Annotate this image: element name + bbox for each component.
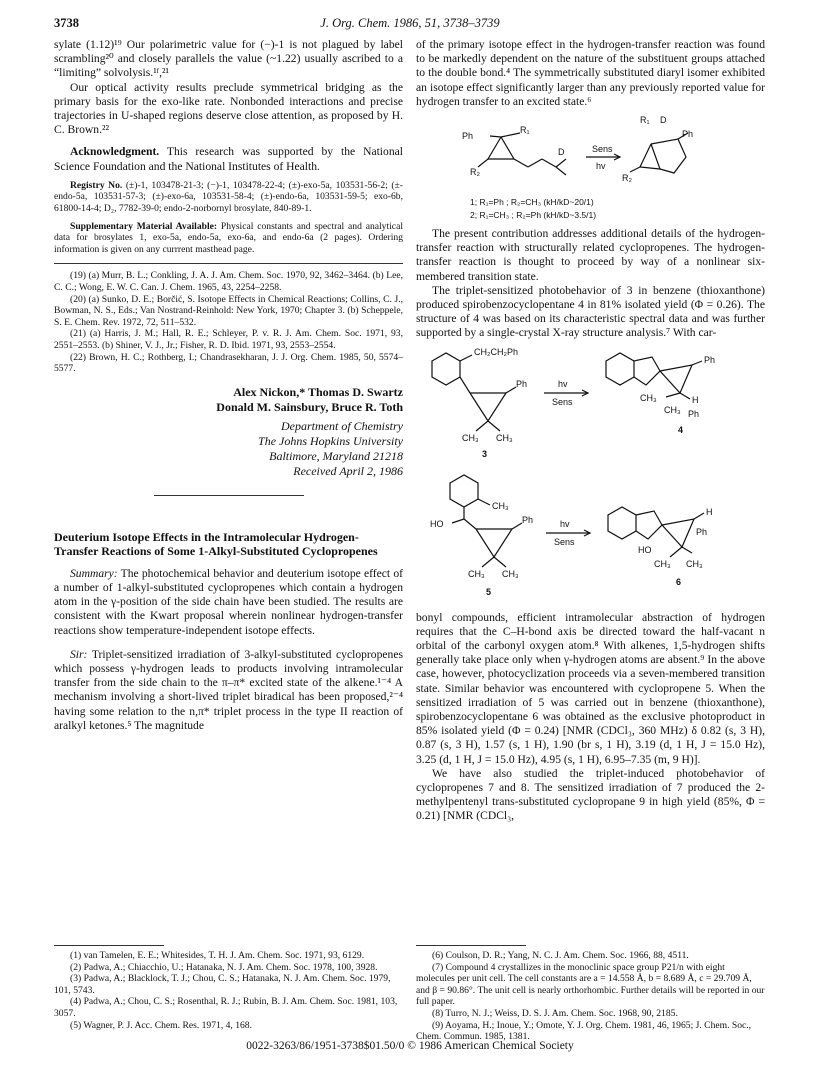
footnote: (9) Aoyama, H.; Inoue, Y.; Omote, Y. J. Org. Chem. 1981, 46, 1965; J. Chem. Soc., Chem. Commun. 1985, 1381. bbox=[416, 1019, 752, 1043]
label-ph: Ph bbox=[522, 514, 534, 525]
footnote: (5) Wagner, P. J. Acc. Chem. Res. 1971, 4, 168. bbox=[70, 1019, 252, 1031]
registry-heading: Registry No. bbox=[70, 179, 123, 191]
paragraph: We have also studied the triplet-induced photobehavior of cyclopropenes 7 and 8. The sensitized irradiation of 7 produced the 2-methylpentenyl trans-substituted cyclopropane 9 in high yield (85%, Φ = 0.21) [NMR (CDCl₃, bbox=[416, 766, 765, 823]
left-column bbox=[54, 38, 403, 733]
scheme-3-drawing bbox=[416, 471, 765, 611]
label-sens: Sens bbox=[552, 396, 573, 407]
summary-heading: Summary: bbox=[70, 566, 118, 580]
footnote: (7) Compound 4 crystallizes in the monoclinic space group P21/n with eight molecules per unit cell. The cell constants are a = 14.558 Å, b = 8.689 Å, c = 29.709 Å, and β = 90.86°. The unit cell is nearly orthorhombic. Further details will be reported in our full paper. bbox=[416, 961, 765, 1008]
reference: (19) (a) Murr, B. L.; Conkling, J. A. J. Am. Chem. Soc. 1970, 92, 3462–3464. (b) Lee, C. C.; Wong, E. W. C. Can. J. Chem. 1965, 43, 2254–2258. bbox=[54, 270, 403, 293]
sir-text: Triplet-sensitized irradiation of 3-alkyl-substituted cyclopropenes which possess γ-hydrogen leads to products involving intramolecular transfer from the side chain to the π–π* excited state of the alkene.¹⁻⁴ A mechanism involving a short-lived triplet biradical has been proposed,²⁻⁴ having some relation to the n,π* triplet process in the type II reaction of aralkyl ketones.⁵ The magnitude bbox=[54, 647, 403, 732]
paragraph: bonyl compounds, efficient intramolecular abstraction of hydrogen requires that the C–H-bond axis be directed toward the half-vacant n orbital of the carbonyl oxygen atom.⁸ With alkenes, 1,5-hydrogen shifts generally take place only when γ-hydrogen atoms are absent.⁹ In the above case, however, photocyclization proceeds via a seven-membered transition state. Similar behavior was encountered with cyclopropene 5. When the sensitized irradiation of 5 was carried out in benzene (thioxanthone), spirobenzocyclopentane 6 was obtained as the exclusive photoproduct in 85% isolated yield (Φ = 0.24) [NMR (CDCl₃, 360 MHz) δ 0.82 (s, 3 H), 0.87 (s, 3 H), 1.57 (s, 1 H), 1.90 (br s, 1 H), 3.19 (d, 1 H, J = 15.0 Hz), 3.25 (d, 1 H, J = 15.0 Hz), 4.95 (s, 1 H), 6.95–7.35 (m, 9 H)]. bbox=[416, 610, 765, 766]
label-pd: D bbox=[660, 115, 667, 126]
paragraph: sylate (1.12)¹⁹ Our polarimetric value for (−)-1 is not plagued by label scrambling²⁰ and closely parallels the value (~1.22) usually ascribed to a “limiting” solvolysis.¹ᶠ,²¹ bbox=[54, 38, 403, 80]
caption-2: 2; R₁=CH₃ ; R₂=Ph (kH/kD~3.5/1) bbox=[470, 210, 597, 221]
footnote: (3) Padwa, A.; Blacklock, T. J.; Chou, C. S.; Hatanaka, N. J. Am. Chem. Soc. 1979, 101, 5743. bbox=[54, 973, 391, 996]
label-r2: R₂ bbox=[470, 167, 480, 178]
registry-numbers bbox=[54, 180, 403, 215]
footnote: (8) Turro, N. J.; Weiss, D. S. J. Am. Chem. Soc. 1968, 90, 2185. bbox=[432, 1007, 678, 1019]
caption-1: 1; R₁=Ph ; R₂=CH₃ (kH/kD~20/1) bbox=[470, 197, 594, 208]
right-column bbox=[416, 38, 765, 824]
scheme-3 bbox=[416, 471, 765, 611]
affiliation: The Johns Hopkins University bbox=[258, 433, 403, 448]
label-pph: Ph bbox=[696, 526, 708, 537]
compound-5: 5 bbox=[486, 586, 492, 597]
label-ch3: CH₃ bbox=[502, 568, 519, 579]
label-ph: Ph bbox=[516, 378, 528, 389]
footnote: (1) van Tamelen, E. E.; Whitesides, T. H. J. Am. Chem. Soc. 1971, 93, 6129. bbox=[70, 950, 365, 961]
label-pph2: Ph bbox=[688, 408, 700, 419]
label-ch3: CH₃ bbox=[462, 432, 479, 443]
footnote-rule bbox=[416, 945, 526, 946]
compound-4: 4 bbox=[678, 424, 684, 435]
reference: (20) (a) Sunko, D. E.; Borčić, S. Isotope Effects in Chemical Reactions; Collins, C. J., Bowman, N. S., Eds.; Van Nostrand-Reinhold: New York, 1970; Chapter 3. (b) Scheppele, S. E. Chem. Rev. 1972, 72, 511–532. bbox=[54, 293, 403, 328]
paragraph: Our optical activity results preclude symmetrical bridging as the primary basis for the exo-like rate. Nonbonded interactions and precise trajectories in U-shaped regions deserve close attention, as proposed by H. C. Brown.²² bbox=[54, 80, 403, 137]
sir-heading: Sir: bbox=[70, 647, 88, 661]
paragraph: The triplet-sensitized photobehavior of 3 in benzene (thioxanthone) produced spirobenzocyclopentane 4 in 81% isolated yield (Φ = 0.26). The structure of 4 was based on its characteristic spectral data and was further supported by a single-crystal X-ray structure analysis.⁷ With car- bbox=[416, 283, 765, 340]
affiliation: Baltimore, Maryland 21218 bbox=[269, 448, 403, 463]
compound-6: 6 bbox=[676, 576, 682, 587]
label-pch3: CH₃ bbox=[686, 558, 703, 569]
scheme-1-drawing bbox=[416, 109, 765, 227]
summary-text: The photochemical behavior and deuterium isotope effect of a number of 1-alkyl-substituted cyclopropenes which contain a hydrogen atom in the γ-position of the side chain have been studied. The results are consistent with the Kwart proposal wherein nonlinear hydrogen-transfer reactions show temperature-independent isotope effects. bbox=[54, 566, 403, 637]
affiliation: Department of Chemistry bbox=[281, 418, 403, 433]
label-sens: Sens bbox=[554, 536, 575, 547]
label-pr2: R₂ bbox=[622, 173, 632, 184]
label-ch3: CH₃ bbox=[492, 500, 509, 511]
label-h: H bbox=[692, 394, 699, 405]
footnotes-left bbox=[54, 945, 403, 1031]
registry-text: (±)-1, 103478-21-3; (−)-1, 103478-22-4; (±)-exo-5a, 103531-56-2; (±-endo-5a, 103531-57-3; (±)-exo-6a, 103531-58-4; (±)-endo-6a, 103531-59-5; exo-6b, 61800-14-4; D₂, 7782-39-0; endo-2-norbornyl brosylate, 840-89-1. bbox=[54, 179, 403, 215]
reference: (22) Brown, H. C.; Rothberg, I.; Chandrasekharan, J. J. Org. Chem. 1985, 50, 5574–5577. bbox=[54, 351, 403, 375]
compound-3: 3 bbox=[482, 448, 488, 459]
acknowledgment bbox=[54, 145, 403, 173]
divider bbox=[154, 495, 304, 496]
label-pr1: R₁ bbox=[640, 115, 650, 126]
label-ch3: CH₃ bbox=[468, 568, 485, 579]
supplementary-text: Physical constants and spectral and analytical data for brosylates 1, exo-5a, endo-5a, exo-6a, and endo-6a (2 pages). Ordering information is given on any currrent masthead page. bbox=[54, 220, 403, 255]
footnote: (4) Padwa, A.; Chou, C. S.; Rosenthal, R. J.; Rubin, B. J. Am. Chem. Soc. 1981, 103, 3057. bbox=[54, 996, 398, 1019]
author-line: Donald M. Sainsbury, Bruce R. Toth bbox=[216, 399, 403, 414]
label-pch3: CH₃ bbox=[640, 392, 657, 403]
label-hv: hv bbox=[558, 378, 568, 389]
label-hv: hv bbox=[560, 518, 570, 529]
scheme-1 bbox=[416, 109, 765, 227]
label-ch3: CH₃ bbox=[496, 432, 513, 443]
label-hv: hv bbox=[596, 161, 606, 172]
supplementary-material bbox=[54, 221, 403, 256]
label-sens: Sens bbox=[592, 144, 613, 155]
label-r1: R₁ bbox=[520, 125, 530, 136]
divider bbox=[54, 263, 403, 264]
label-ph: Ph bbox=[462, 131, 474, 142]
label-pph: Ph bbox=[682, 129, 694, 140]
label-pph: Ph bbox=[704, 354, 716, 365]
summary bbox=[54, 567, 403, 638]
journal-citation: J. Org. Chem. 1986, 51, 3738–3739 bbox=[320, 16, 500, 30]
acknowledgment-text: This research was supported by the National Science Foundation and the National Institutes of Health. bbox=[54, 145, 403, 173]
label-pch3: CH₃ bbox=[664, 404, 681, 415]
label-d: D bbox=[558, 147, 565, 158]
body-paragraph bbox=[54, 648, 403, 733]
footnote-rule bbox=[54, 945, 164, 946]
page-footer: 0022-3263/86/1951-3738$01.50/0 © 1986 American Chemical Society bbox=[246, 1040, 574, 1052]
reference: (21) (a) Harris, J. M.; Hall, R. E.; Schleyer, P. v. R. J. Am. Chem. Soc. 1971, 93, 2551–2553. (b) Shiner, V. J., Jr.; Fisher, R. D. Ibid. 1971, 93, 2553–2554. bbox=[54, 328, 403, 351]
received-date: Received April 2, 1986 bbox=[293, 463, 403, 478]
label-h: H bbox=[706, 506, 713, 517]
page-number: 3738 bbox=[54, 16, 79, 30]
scheme-2-drawing bbox=[416, 341, 765, 471]
label-chain: CH₂CH₂Ph bbox=[474, 346, 518, 357]
label-ho: HO bbox=[430, 518, 444, 529]
paragraph: The present contribution addresses additional details of the hydrogen-transfer reaction with structurally related cyclopropenes. The hydrogen-transfer reaction is thought to proceed by way of a nonlinear six-membered transition state. bbox=[416, 227, 765, 283]
reference-list bbox=[54, 270, 403, 374]
label-pch3: CH₃ bbox=[654, 558, 671, 569]
acknowledgment-heading: Acknowledgment. bbox=[70, 145, 160, 159]
footnote: (6) Coulson, D. R.; Yang, N. C. J. Am. Chem. Soc. 1966, 88, 4511. bbox=[432, 950, 689, 961]
article-title: Deuterium Isotope Effects in the Intramolecular Hydrogen-Transfer Reactions of Some 1-Alkyl-Substituted Cyclopropenes bbox=[54, 529, 378, 559]
label-pho: HO bbox=[638, 544, 652, 555]
footnote: (2) Padwa, A.; Chiacchio, U.; Hatanaka, N. J. Am. Chem. Soc. 1978, 100, 3928. bbox=[70, 961, 378, 973]
paragraph: of the primary isotope effect in the hydrogen-transfer reaction was found to be markedly dependent on the nature of the substituent groups attached to the double bond.⁴ The symmetrically substituted diaryl isomer exhibited an isotope effect significantly larger than any previously reported value for hydrogen transfer to an excited state.⁶ bbox=[416, 38, 765, 108]
running-header bbox=[54, 16, 766, 32]
footnotes-right bbox=[416, 945, 765, 1043]
scheme-2 bbox=[416, 341, 765, 471]
author-line: Alex Nickon,* Thomas D. Swartz bbox=[233, 384, 403, 399]
supplementary-heading: Supplementary Material Available: bbox=[70, 220, 218, 232]
